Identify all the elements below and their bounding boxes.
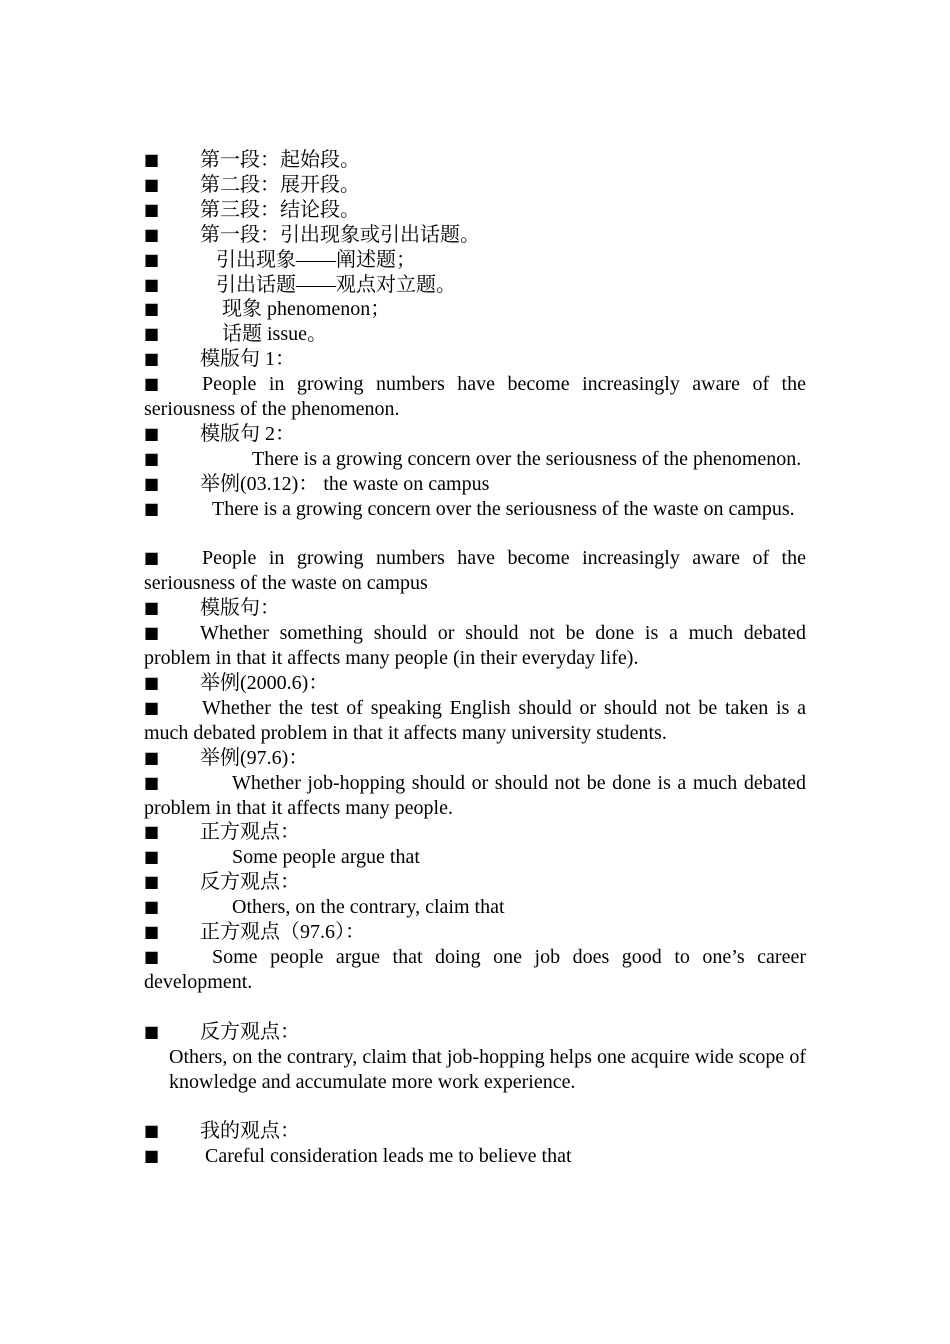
list-item-text: There is a growing concern over the seriousness of the phenomenon.: [252, 447, 802, 470]
bullet-icon: ■: [144, 150, 160, 169]
bullet-icon: ■: [144, 772, 160, 792]
document-body: [144, 148, 806, 1169]
list-item: [144, 671, 806, 696]
bullet-icon: ■: [144, 673, 160, 693]
list-item-text: 正方观点：: [200, 821, 300, 844]
list-item-text: 引出话题——观点对立题。: [216, 273, 456, 296]
bullet-icon: ■: [144, 224, 160, 244]
bullet-icon: ■: [144, 847, 160, 867]
list-item-text: 模版句 1：: [200, 348, 295, 371]
list-item: [144, 546, 806, 596]
list-item: [144, 497, 806, 522]
list-item: [144, 696, 806, 746]
list-item: [144, 148, 806, 173]
paragraph: Others, on the contrary, claim that job-hopping helps one acquire wide scope of knowledge and accumulate more work experience.: [169, 1045, 806, 1093]
list-item-text: 我的观点：: [200, 1120, 300, 1143]
bullet-icon: ■: [144, 598, 160, 618]
list-item-text: 引出现象——阐述题；: [216, 248, 416, 271]
blank-line: [144, 1094, 806, 1119]
bullet-icon: ■: [144, 374, 160, 394]
bullet-icon: ■: [144, 423, 160, 443]
list-item-text: 举例(2000.6)：: [200, 672, 329, 695]
list-item-text: Whether something should or should not be done is a much debated problem in that it affects many people (in their everyday life).: [144, 622, 806, 670]
list-item-text: There is a growing concern over the seriousness of the waste on campus.: [212, 497, 795, 520]
list-item: [144, 920, 806, 945]
list-item: [144, 223, 806, 248]
list-item: [144, 273, 806, 298]
list-item-text: 话题 issue。: [222, 323, 327, 346]
list-item: [144, 372, 806, 422]
list-item: [144, 322, 806, 347]
list-item-text: 现象 phenomenon；: [222, 298, 391, 321]
bullet-icon: ■: [144, 747, 160, 767]
bullet-icon: ■: [144, 448, 160, 468]
bullet-icon: ■: [144, 1121, 160, 1141]
blank-line: [144, 522, 806, 547]
bullet-icon: ■: [144, 623, 160, 643]
list-item-text: 第三段：结论段。: [200, 198, 360, 221]
list-item-text: Some people argue that: [232, 846, 420, 869]
list-item: [144, 621, 806, 671]
list-item: [144, 895, 806, 920]
list-item-text: 举例(97.6)：: [200, 746, 309, 769]
list-item-text: 正方观点（97.6）：: [200, 921, 365, 944]
list-item-text: 反方观点：: [200, 871, 300, 894]
bullet-icon: ■: [144, 548, 160, 568]
bullet-icon: ■: [144, 299, 160, 319]
list-item-text: Some people argue that doing one job does good to one’s career development.: [144, 945, 806, 993]
list-item-text: 第一段：引出现象或引出话题。: [200, 223, 480, 246]
list-item: [144, 248, 806, 273]
list-item-text: Others, on the contrary, claim that: [232, 896, 505, 919]
list-item: [144, 447, 806, 472]
list-item: [144, 297, 806, 322]
list-item: [144, 347, 806, 372]
list-item: [144, 771, 806, 821]
list-item: [144, 1020, 806, 1045]
list-item: [144, 1119, 806, 1144]
bullet-icon: ■: [144, 946, 160, 966]
list-item: [144, 845, 806, 870]
list-item-text: 模版句 2：: [200, 422, 295, 445]
bullet-icon: ■: [144, 697, 160, 717]
bullet-icon: ■: [144, 498, 160, 518]
list-item-text: Whether the test of speaking English should or should not be taken is a much debated problem in that it affects many university students.: [144, 696, 806, 744]
bullet-icon: ■: [144, 897, 160, 917]
list-item: [144, 596, 806, 621]
bullet-icon: ■: [144, 1146, 160, 1166]
blank-line: [144, 995, 806, 1020]
list-item-text: Whether job-hopping should or should not be done is a much debated problem in that it affects many people.: [144, 771, 806, 819]
bullet-icon: ■: [144, 922, 160, 942]
bullet-icon: ■: [144, 1021, 160, 1041]
list-item: [144, 422, 806, 447]
list-item: [144, 945, 806, 995]
list-item-text: 第一段：起始段。: [200, 149, 360, 171]
bullet-icon: ■: [144, 324, 160, 344]
list-item-text: 第二段：展开段。: [200, 173, 360, 196]
bullet-icon: ■: [144, 249, 160, 269]
bullet-icon: ■: [144, 199, 160, 219]
list-item: [144, 198, 806, 223]
list-item-text: People in growing numbers have become increasingly aware of the seriousness of the waste on campus: [144, 547, 806, 595]
list-item: [144, 820, 806, 845]
list-item: [144, 870, 806, 895]
list-item: [144, 746, 806, 771]
list-item: [144, 472, 806, 497]
bullet-icon: ■: [144, 274, 160, 294]
list-item-text: 反方观点：: [200, 1020, 300, 1043]
bullet-icon: ■: [144, 473, 160, 493]
bullet-icon: ■: [144, 174, 160, 194]
bullet-icon: ■: [144, 349, 160, 369]
list-item-text: People in growing numbers have become increasingly aware of the seriousness of the phenomenon.: [144, 373, 806, 421]
list-item: [144, 1144, 806, 1169]
list-item: [144, 173, 806, 198]
list-item-text: Careful consideration leads me to believe that: [205, 1145, 572, 1168]
bullet-icon: ■: [144, 872, 160, 892]
list-item-text: 模版句：: [200, 597, 280, 620]
list-item-text: 举例(03.12)： the waste on campus: [200, 472, 490, 495]
bullet-icon: ■: [144, 822, 160, 842]
